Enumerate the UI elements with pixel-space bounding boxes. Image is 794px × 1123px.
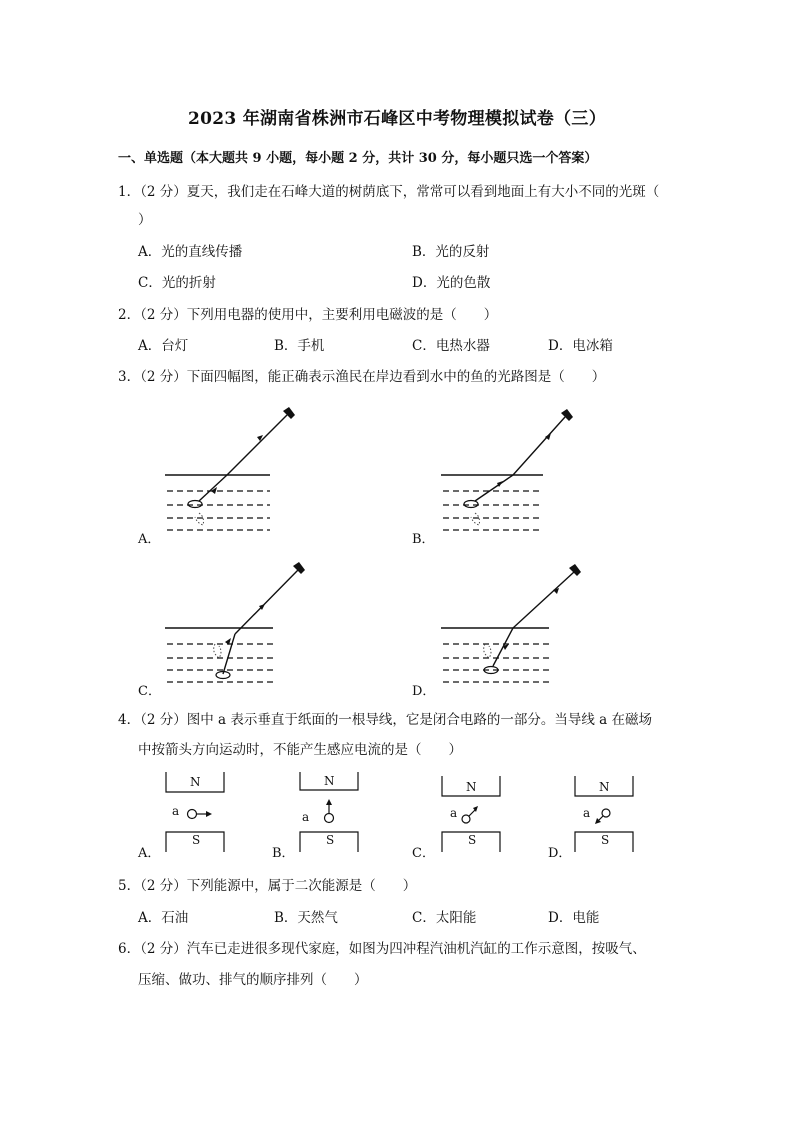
light-path-diagram-a xyxy=(165,405,310,535)
wire-label: a xyxy=(450,806,458,820)
question-5-option-b[interactable]: B．天然气 xyxy=(274,910,338,926)
light-path-diagram-d xyxy=(441,562,586,687)
wire-label: a xyxy=(302,810,310,824)
question-2-option-a[interactable]: A．台灯 xyxy=(138,338,189,354)
question-1-stem-cont: ） xyxy=(138,212,152,228)
magnet-diagram-d xyxy=(575,776,635,854)
light-path-diagram-b xyxy=(441,405,586,535)
pole-s-label: S xyxy=(601,833,610,847)
question-5-option-c[interactable]: C．太阳能 xyxy=(412,910,477,926)
pole-n-label: N xyxy=(190,775,201,789)
pole-s-label: S xyxy=(192,833,201,847)
question-2-option-d[interactable]: D．电冰箱 xyxy=(548,338,613,354)
question-1-stem: 1．（2 分）夏天，我们走在石峰大道的树荫底下，常常可以看到地面上有大小不同的光斑（ xyxy=(118,184,660,200)
question-5-option-d[interactable]: D．电能 xyxy=(548,910,600,926)
question-1-option-d[interactable]: D．光的色散 xyxy=(412,275,491,291)
question-1-option-c[interactable]: C．光的折射 xyxy=(138,275,216,291)
question-3-option-b[interactable]: B． xyxy=(412,532,435,547)
question-4-option-b[interactable]: B． xyxy=(272,846,295,861)
question-4-option-d[interactable]: D． xyxy=(548,846,572,861)
question-4-option-a[interactable]: A． xyxy=(138,846,161,861)
magnet-diagram-c xyxy=(442,776,502,854)
question-1-option-a[interactable]: A．光的直线传播 xyxy=(138,244,243,260)
question-2-option-b[interactable]: B．手机 xyxy=(274,338,325,354)
question-4-option-c[interactable]: C． xyxy=(412,846,435,861)
question-3-option-d[interactable]: D． xyxy=(412,684,436,699)
page-title: 2023 年湖南省株洲市石峰区中考物理模拟试卷（三） xyxy=(187,109,607,129)
pole-s-label: S xyxy=(326,833,335,847)
question-5-option-a[interactable]: A．石油 xyxy=(138,910,189,926)
question-4-stem: 4．（2 分）图中 a 表示垂直于纸面的一根导线，它是闭合电路的一部分。当导线 a 在磁场 xyxy=(118,712,652,728)
question-2-stem: 2．（2 分）下列用电器的使用中，主要利用电磁波的是（ ） xyxy=(118,307,498,323)
pole-n-label: N xyxy=(599,780,610,794)
question-5-stem: 5．（2 分）下列能源中，属于二次能源是（ ） xyxy=(118,878,417,894)
question-1-option-b[interactable]: B．光的反射 xyxy=(412,244,490,260)
section-heading: 一、单选题（本大题共 9 小题，每小题 2 分，共计 30 分，每小题只选一个答案） xyxy=(118,151,598,166)
magnet-diagram-b xyxy=(300,772,360,854)
question-3-stem: 3．（2 分）下面四幅图，能正确表示渔民在岸边看到水中的鱼的光路图是（ ） xyxy=(118,369,606,385)
pole-n-label: N xyxy=(466,780,477,794)
pole-s-label: S xyxy=(468,833,477,847)
wire-label: a xyxy=(172,804,180,818)
pole-n-label: N xyxy=(324,774,335,788)
question-3-option-a[interactable]: A． xyxy=(138,532,161,547)
question-6-stem: 6．（2 分）汽车已走进很多现代家庭，如图为四冲程汽油机汽缸的工作示意图，按吸气、 xyxy=(118,941,646,957)
question-3-option-c[interactable]: C． xyxy=(138,684,161,699)
question-6-stem-cont: 压缩、做功、排气的顺序排列（ ） xyxy=(138,972,368,988)
question-4-stem-cont: 中按箭头方向运动时，不能产生感应电流的是（ ） xyxy=(138,742,462,758)
light-path-diagram-c xyxy=(165,562,310,687)
magnet-diagram-a xyxy=(166,772,226,854)
question-2-option-c[interactable]: C．电热水器 xyxy=(412,338,490,354)
wire-label: a xyxy=(583,806,591,820)
